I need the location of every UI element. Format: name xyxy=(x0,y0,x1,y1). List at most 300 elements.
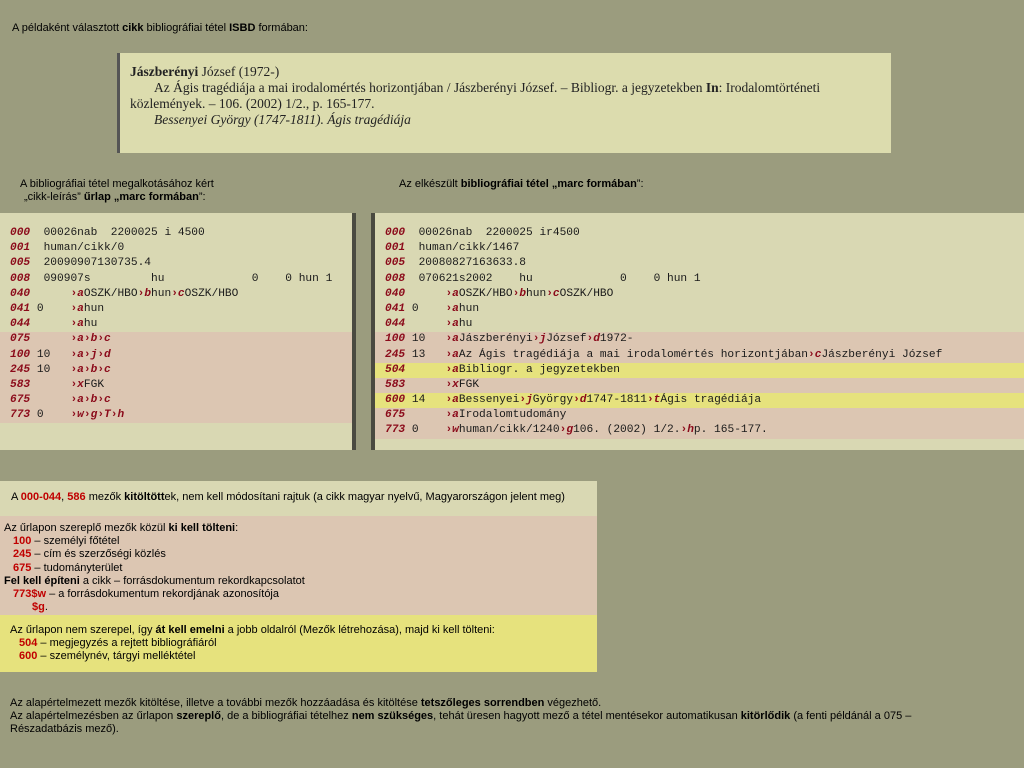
box2-code-245: 245 xyxy=(13,548,32,561)
subfield-value: Az Ágis tragédiája a mai irodalomértés horizontjában xyxy=(458,348,808,361)
subfield-value: hun xyxy=(151,287,172,300)
marc-tag: 001 xyxy=(385,242,406,255)
subfield-delimiter-icon: › xyxy=(445,287,453,300)
subfield-delimiter-icon: › xyxy=(808,348,815,361)
marc-field-001 xyxy=(0,241,352,256)
footer-l1-post: végezhető. xyxy=(544,697,602,709)
marc-field-005 xyxy=(0,256,352,271)
subfield-delimiter-icon: › xyxy=(573,394,580,407)
marc-field-040 xyxy=(375,287,1024,302)
box2-l5-rest: a cikk – forrásdokumentum rekordkapcsolatot xyxy=(79,574,305,587)
marc-indicators: 0 xyxy=(405,424,433,437)
subfield-value: hun xyxy=(458,302,480,315)
subfield-value: 090907s hu 0 0 hun 1 xyxy=(43,272,333,285)
right-caption xyxy=(399,178,644,191)
box3-item-504 xyxy=(10,637,597,650)
left-caption-line2 xyxy=(20,191,214,204)
subfield-delimiter-icon: › xyxy=(445,302,453,315)
marc-indicators xyxy=(30,227,43,239)
subfield-delimiter-icon: › xyxy=(70,348,78,361)
subfield-code: a xyxy=(77,348,84,361)
subfield-code: a xyxy=(77,318,84,331)
marc-indicators: 10 xyxy=(30,363,58,376)
heading-bold-cikk: cikk xyxy=(122,22,144,34)
subfield-value: human/cikk/0 xyxy=(43,242,125,255)
info-box-prefilled xyxy=(0,481,597,516)
footer-line3: Részadatbázis mező). xyxy=(10,723,119,736)
subfield-delimiter-icon: › xyxy=(532,333,540,346)
footer-notes xyxy=(10,697,1010,737)
subfield-code: b xyxy=(90,333,98,346)
right-caption-pre: Az elkészült xyxy=(399,178,461,190)
footer-line2 xyxy=(10,710,1010,723)
heading-text-mid: bibliográfiai tétel xyxy=(143,22,230,34)
subfield-delimiter-icon: › xyxy=(70,302,78,315)
box2-l5-bold: Fel kell építeni xyxy=(4,574,80,587)
heading-bold-isbd: ISBD xyxy=(229,22,256,34)
subfield-code: t xyxy=(653,394,661,407)
subfield-value: hu xyxy=(83,318,98,331)
subfield-value: p. 165-177. xyxy=(693,424,768,437)
subfield-code: c xyxy=(104,333,111,346)
marc-tag: 001 xyxy=(10,242,31,255)
marc-field-675 xyxy=(0,393,352,408)
marc-pad xyxy=(432,364,445,376)
subfield-code: j xyxy=(539,333,547,346)
subfield-delimiter-icon: › xyxy=(70,394,78,407)
marc-form-panel xyxy=(0,213,356,450)
subfield-value: human/cikk/1467 xyxy=(418,242,520,255)
subfield-code: a xyxy=(77,302,84,315)
marc-field-044 xyxy=(375,317,1024,332)
subfield-value: Jászberényi xyxy=(458,333,533,346)
marc-tag: 773 xyxy=(385,424,406,437)
marc-field-100 xyxy=(375,332,1024,347)
subfield-delimiter-icon: › xyxy=(70,333,78,346)
footer-l2-b2: nem szükséges xyxy=(351,710,434,723)
isbd-line-3: közlemények. – 106. (2002) 1/2., p. 165-177. xyxy=(130,96,375,111)
subfield-code: a xyxy=(77,287,84,300)
page-heading xyxy=(12,22,308,35)
marc-indicators xyxy=(30,288,57,300)
box2-item-100 xyxy=(4,535,597,548)
subfield-delimiter-icon: › xyxy=(97,394,105,407)
marc-tag: 005 xyxy=(385,257,406,270)
marc-tag: 040 xyxy=(385,287,406,300)
marc-indicators xyxy=(30,379,57,391)
subfield-code: a xyxy=(452,363,459,376)
marc-pad xyxy=(57,303,70,315)
right-caption-post: ”: xyxy=(636,178,644,190)
subfield-code: x xyxy=(452,378,459,391)
subfield-value: OSZK/HBO xyxy=(184,287,239,300)
subfield-delimiter-icon: › xyxy=(546,287,553,300)
subfield-delimiter-icon: › xyxy=(70,378,78,391)
subfield-code: j xyxy=(526,394,533,407)
subfield-delimiter-icon: › xyxy=(110,409,118,422)
subfield-code: j xyxy=(90,348,98,361)
subfield-delimiter-icon: › xyxy=(83,394,91,407)
marc-tag: 583 xyxy=(10,378,31,391)
marc-pad xyxy=(57,349,70,361)
marc-indicators: 10 xyxy=(405,333,433,346)
subfield-code: g xyxy=(90,409,98,422)
box2-text-675: – tudományterület xyxy=(31,561,123,574)
marc-indicators: 0 xyxy=(405,302,433,315)
left-caption xyxy=(20,178,214,204)
subfield-delimiter-icon: › xyxy=(97,348,105,361)
subfield-delimiter-icon: › xyxy=(445,378,453,391)
marc-indicators xyxy=(30,242,43,254)
subfield-value: hun xyxy=(526,287,547,300)
footer-l1-bold: tetszőleges sorrendben xyxy=(420,697,545,709)
isbd-title: Az Ágis tragédiája a mai irodalomértés horizontjában / Jászberényi József. – Bibliogr. a jegyzetekben xyxy=(154,80,706,95)
marc-tag: 040 xyxy=(10,287,31,300)
box1-mid: mezők xyxy=(85,491,125,503)
subfield-code: b xyxy=(90,363,98,376)
subfield-code: a xyxy=(452,318,459,331)
marc-field-041 xyxy=(0,302,352,317)
box2-l1-pre: Az űrlapon szereplő mezők közül xyxy=(4,522,169,534)
subfield-code: c xyxy=(104,363,111,376)
subfield-delimiter-icon: › xyxy=(83,363,91,376)
marc-tag: 041 xyxy=(385,302,406,315)
marc-pad xyxy=(432,288,445,300)
subfield-delimiter-icon: › xyxy=(512,287,520,300)
marc-tag: 044 xyxy=(385,318,406,331)
subfield-value: human/cikk/1240 xyxy=(458,424,560,437)
subfield-delimiter-icon: › xyxy=(137,287,145,300)
box2-text-245: – cím és szerzőségi közlés xyxy=(31,548,166,561)
isbd-author-rest: József (1972-) xyxy=(198,64,280,79)
box2-item-773w xyxy=(4,588,597,601)
subfield-delimiter-icon: › xyxy=(445,363,453,376)
marc-pad xyxy=(432,333,445,345)
marc-indicators xyxy=(405,257,418,269)
marc-field-583 xyxy=(375,378,1024,393)
subfield-code: x xyxy=(77,378,84,391)
footer-l2-b3: kitörlődik xyxy=(740,710,791,723)
footer-l2-d: , tehát üresen hagyott mező a tétel mentésekor automatikusan xyxy=(433,710,741,723)
subfield-delimiter-icon: › xyxy=(445,409,453,422)
marc-tag: 675 xyxy=(385,409,406,422)
marc-field-245 xyxy=(0,363,352,378)
subfield-code: a xyxy=(452,394,459,407)
marc-pad xyxy=(57,394,70,406)
footer-l2-c: , de a bibliográfiai tételhez xyxy=(220,710,352,723)
box2-line5 xyxy=(4,575,597,588)
subfield-delimiter-icon: › xyxy=(70,409,78,422)
subfield-value: József xyxy=(546,333,587,346)
subfield-code: c xyxy=(814,348,822,361)
box2-code-100: 100 xyxy=(13,535,32,548)
subfield-code: b xyxy=(519,287,527,300)
marc-indicators xyxy=(405,227,418,239)
subfield-delimiter-icon: › xyxy=(97,363,105,376)
marc-pad xyxy=(432,394,445,406)
subfield-delimiter-icon: › xyxy=(70,318,78,331)
marc-indicators: 13 xyxy=(405,348,433,361)
box2-text-100: – személyi főtétel xyxy=(31,535,120,548)
marc-tag: 008 xyxy=(385,272,406,285)
box2-l1-bold: ki kell tölteni xyxy=(168,522,236,534)
subfield-code: a xyxy=(452,302,459,315)
marc-tag: 000 xyxy=(10,227,31,239)
subfield-delimiter-icon: › xyxy=(171,287,178,300)
marc-indicators xyxy=(30,318,57,330)
isbd-line-2 xyxy=(130,80,883,96)
subfield-value: FGK xyxy=(83,378,105,391)
marc-tag: 005 xyxy=(10,257,31,270)
marc-field-773 xyxy=(375,423,1024,438)
subfield-delimiter-icon: › xyxy=(445,333,453,346)
marc-tag: 100 xyxy=(385,333,406,346)
subfield-value: Bessenyei xyxy=(458,394,520,407)
subfield-delimiter-icon: › xyxy=(519,394,527,407)
box2-item-g xyxy=(4,601,597,614)
box3-l1-bold: át kell emelni xyxy=(155,624,225,636)
subfield-value: Ágis tragédiája xyxy=(660,394,762,407)
marc-field-000 xyxy=(375,226,1024,241)
subfield-value: 1747-1811 xyxy=(586,394,647,407)
box2-code-g: $g xyxy=(32,601,45,614)
subfield-value: hun xyxy=(83,302,105,315)
marc-tag: 000 xyxy=(385,227,406,239)
box1-post: ek, nem kell módosítani rajtuk (a cikk magyar nyelvű, Magyarországon jelent meg) xyxy=(164,491,565,503)
subfield-code: h xyxy=(687,424,694,437)
subfield-delimiter-icon: › xyxy=(445,424,453,437)
subfield-value: OSZK/HBO xyxy=(458,287,513,300)
right-caption-bold: bibliográfiai tétel „marc formában xyxy=(460,178,637,190)
marc-field-245 xyxy=(375,348,1024,363)
marc-pad xyxy=(432,303,445,315)
box3-text-504: – megjegyzés a rejtett bibliográfiáról xyxy=(37,637,217,650)
subfield-code: a xyxy=(452,348,459,361)
marc-record-panel xyxy=(371,213,1024,450)
marc-indicators: 0 xyxy=(30,409,58,422)
box2-text-773w: – a forrásdokumentum rekordjának azonosítója xyxy=(46,588,279,601)
subfield-delimiter-icon: › xyxy=(83,348,91,361)
marc-field-675 xyxy=(375,408,1024,423)
subfield-value: 00026nab 2200025 ir4500 xyxy=(418,227,580,239)
subfield-delimiter-icon: › xyxy=(586,333,594,346)
subfield-code: c xyxy=(104,394,111,407)
marc-indicators xyxy=(405,273,418,285)
marc-field-075 xyxy=(0,332,352,347)
marc-pad xyxy=(432,349,445,361)
footer-l2-b1: szereplő xyxy=(176,710,221,723)
box1-code-range: 000-044 xyxy=(20,491,62,503)
marc-tag: 041 xyxy=(10,302,31,315)
marc-pad xyxy=(432,409,445,421)
footer-l1-pre: Az alapértelmezett mezők kitöltése, illetve a további mezők hozzáadása és kitöltése xyxy=(10,697,421,709)
marc-field-773 xyxy=(0,408,352,423)
footer-line1 xyxy=(10,697,1010,710)
subfield-code: a xyxy=(452,287,459,300)
marc-tag: 044 xyxy=(10,318,31,331)
subfield-delimiter-icon: › xyxy=(70,287,78,300)
marc-field-600 xyxy=(375,393,1024,408)
marc-indicators xyxy=(405,379,432,391)
heading-text-post: formában: xyxy=(255,22,308,34)
footer-l2-a: Az alapértelmezésben az űrlapon xyxy=(10,710,177,723)
subfield-code: a xyxy=(77,394,84,407)
left-caption-pre: „cikk-leírás” xyxy=(24,191,84,203)
isbd-source-start: : Irodalomtörténeti xyxy=(718,80,821,95)
subfield-value: Bibliogr. a jegyzetekben xyxy=(458,363,621,376)
subfield-value: 20090907130735.4 xyxy=(43,257,152,270)
marc-pad xyxy=(432,424,445,436)
subfield-delimiter-icon: › xyxy=(97,333,105,346)
info-box-add-fields xyxy=(0,615,597,672)
box2-item-675 xyxy=(4,562,597,575)
subfield-delimiter-icon: › xyxy=(559,424,567,437)
box1-sep: , xyxy=(61,491,68,503)
marc-indicators xyxy=(405,318,432,330)
box2-line1 xyxy=(4,522,597,535)
subfield-delimiter-icon: › xyxy=(646,394,654,407)
subfield-delimiter-icon: › xyxy=(445,348,453,361)
subfield-code: d xyxy=(104,348,111,361)
subfield-code: w xyxy=(77,409,84,422)
marc-pad xyxy=(432,379,445,391)
box1-code-586: 586 xyxy=(67,491,86,503)
subfield-code: g xyxy=(566,424,574,437)
subfield-value: György xyxy=(532,394,574,407)
subfield-code: h xyxy=(117,409,125,422)
isbd-line-4: Bessenyei György (1747-1811). Ágis tragédiája xyxy=(154,112,411,127)
subfield-value: OSZK/HBO xyxy=(559,287,614,300)
left-caption-bold: űrlap „marc formában xyxy=(83,191,199,203)
marc-pad xyxy=(57,288,70,300)
subfield-code: w xyxy=(452,424,459,437)
subfield-delimiter-icon: › xyxy=(680,424,688,437)
marc-indicators: 10 xyxy=(30,348,58,361)
subfield-code: c xyxy=(552,287,560,300)
marc-pad xyxy=(57,379,70,391)
marc-field-000 xyxy=(0,226,352,241)
marc-field-583 xyxy=(0,378,352,393)
marc-field-005 xyxy=(375,256,1024,271)
subfield-delimiter-icon: › xyxy=(70,363,78,376)
subfield-code: c xyxy=(177,287,185,300)
subfield-value: 00026nab 2200025 i 4500 xyxy=(43,227,205,239)
marc-tag: 100 xyxy=(10,348,31,361)
subfield-delimiter-icon: › xyxy=(83,333,91,346)
marc-field-001 xyxy=(375,241,1024,256)
subfield-code: a xyxy=(77,333,84,346)
subfield-value: 070621s2002 hu 0 0 hun 1 xyxy=(418,272,701,285)
subfield-delimiter-icon: › xyxy=(97,409,105,422)
left-caption-post: ”: xyxy=(198,191,206,203)
subfield-code: T xyxy=(104,409,111,422)
subfield-code: a xyxy=(77,363,84,376)
marc-pad xyxy=(57,409,70,421)
box3-l1-post: a jobb oldalról (Mezők létrehozása), majd ki kell tölteni: xyxy=(224,624,495,636)
box1-pre: A xyxy=(11,491,21,503)
subfield-delimiter-icon: › xyxy=(445,394,453,407)
marc-indicators xyxy=(405,364,432,376)
marc-indicators: 14 xyxy=(405,394,433,407)
marc-indicators xyxy=(405,242,418,254)
marc-tag: 600 xyxy=(385,394,406,407)
heading-text: A példaként választott xyxy=(12,22,123,34)
marc-indicators xyxy=(30,333,57,345)
subfield-code: d xyxy=(579,394,587,407)
subfield-value: 106. (2002) 1/2. xyxy=(573,424,681,437)
box2-code-773w: 773$w xyxy=(13,588,47,601)
marc-field-041 xyxy=(375,302,1024,317)
marc-tag: 675 xyxy=(10,394,31,407)
box3-l1-pre: Az űrlapon nem szerepel, így xyxy=(10,624,156,636)
box3-code-504: 504 xyxy=(19,637,38,650)
marc-pad xyxy=(57,318,70,330)
marc-tag: 008 xyxy=(10,272,31,285)
isbd-record xyxy=(117,53,891,153)
marc-indicators xyxy=(30,273,43,285)
subfield-value: FGK xyxy=(458,378,480,391)
subfield-code: a xyxy=(452,409,459,422)
box3-item-600 xyxy=(10,650,597,663)
box2-code-675: 675 xyxy=(13,561,32,574)
box1-bold: kitöltött xyxy=(124,491,165,503)
subfield-code: d xyxy=(593,333,600,346)
marc-field-008 xyxy=(375,272,1024,287)
marc-field-008 xyxy=(0,272,352,287)
info-box-fill-required xyxy=(0,516,597,615)
isbd-line-1 xyxy=(130,64,883,80)
subfield-code: a xyxy=(452,333,459,346)
subfield-value: Jászberényi József xyxy=(821,348,943,361)
subfield-value: 20080827163633.8 xyxy=(418,257,527,270)
marc-field-040 xyxy=(0,287,352,302)
box2-l1-colon: : xyxy=(235,522,239,534)
box3-text-600: – személynév, tárgyi melléktétel xyxy=(37,650,196,663)
isbd-author-surname: Jászberényi xyxy=(130,64,199,79)
marc-indicators xyxy=(30,394,57,406)
marc-tag: 773 xyxy=(10,409,31,422)
subfield-value: hu xyxy=(458,318,473,331)
subfield-value: OSZK/HBO xyxy=(83,287,138,300)
left-caption-line1: A bibliográfiai tétel megalkotásához kért xyxy=(20,178,214,190)
box3-line1 xyxy=(10,624,597,637)
isbd-in: In xyxy=(705,80,719,95)
marc-pad xyxy=(432,318,445,330)
subfield-value: Irodalomtudomány xyxy=(458,409,567,422)
marc-tag: 583 xyxy=(385,378,406,391)
marc-indicators: 0 xyxy=(30,302,58,315)
marc-pad xyxy=(57,333,70,345)
marc-field-100 xyxy=(0,348,352,363)
subfield-code: b xyxy=(144,287,152,300)
marc-tag: 245 xyxy=(10,363,31,376)
subfield-value: 1972- xyxy=(599,333,634,346)
marc-field-044 xyxy=(0,317,352,332)
marc-tag: 075 xyxy=(10,333,31,346)
box3-code-600: 600 xyxy=(19,650,38,663)
marc-pad xyxy=(57,364,70,376)
box2-item-245 xyxy=(4,548,597,561)
marc-field-504 xyxy=(375,363,1024,378)
subfield-code: b xyxy=(90,394,98,407)
marc-tag: 504 xyxy=(385,363,406,376)
marc-indicators xyxy=(405,409,432,421)
marc-indicators xyxy=(405,288,432,300)
subfield-delimiter-icon: › xyxy=(445,318,453,331)
subfield-delimiter-icon: › xyxy=(83,409,91,422)
box2-text-g: . xyxy=(44,601,48,614)
footer-l2-e: (a fenti példánál a 075 – xyxy=(790,710,912,723)
